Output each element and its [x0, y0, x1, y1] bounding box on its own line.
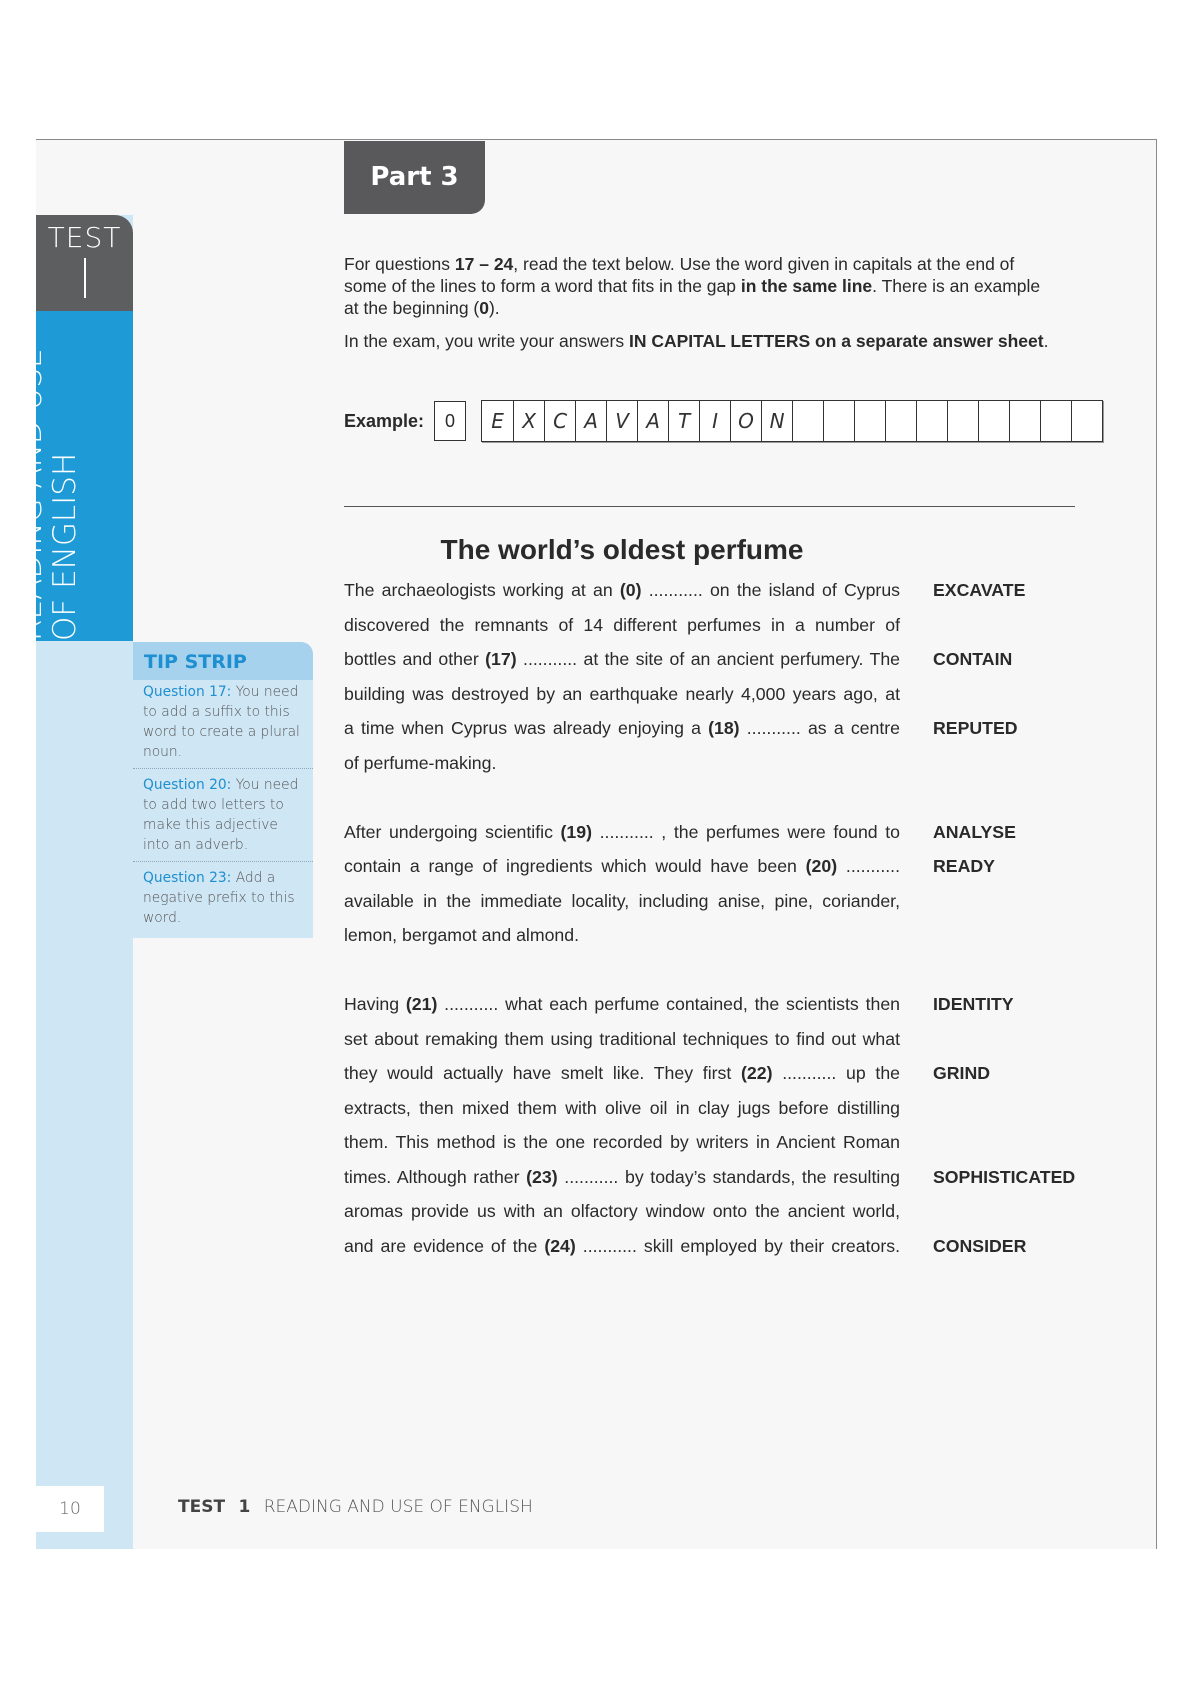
text-segment: ........... [837, 856, 900, 876]
tip-separator [133, 861, 313, 862]
tip-item [143, 682, 308, 762]
example-answer-boxes [481, 400, 1103, 442]
text-line [344, 890, 900, 912]
text-segment: discovered the remnants of 14 different perfumes in a number of [344, 615, 900, 635]
gap-number: (19) [560, 822, 593, 842]
text-line [344, 683, 900, 705]
text-line [344, 752, 900, 774]
example-letter-box [978, 401, 1009, 441]
example-letter-box [823, 401, 854, 441]
text-line [344, 924, 900, 946]
example-number-box: 0 [434, 401, 466, 441]
text-line [344, 1131, 900, 1153]
text-segment: ........... , the perfumes were found to [592, 822, 900, 842]
text-line [344, 1235, 900, 1257]
tip-text: You need to add two letters to make this adjective into an adverb. [143, 777, 299, 853]
stem-word: GRIND [933, 1063, 990, 1083]
text-line [344, 821, 900, 843]
stem-word: ANALYSE [933, 822, 1016, 842]
stem-word: SOPHISTICATED [933, 1167, 1076, 1187]
instr-range: 17 – 24 [454, 254, 514, 274]
example-row [344, 399, 1103, 443]
example-letter-box: E [491, 409, 504, 433]
example-letter-box: A [637, 401, 668, 441]
instructions [344, 253, 1050, 363]
example-letter-box: C [544, 401, 575, 441]
stem-word: REPUTED [933, 718, 1018, 738]
tip-item [143, 868, 308, 928]
text-line [344, 1097, 900, 1119]
text-segment: extracts, then mixed them with olive oil in clay jugs before distilling [344, 1098, 900, 1118]
tip-text: Add a negative prefix to this word. [143, 870, 295, 926]
text-line [344, 1166, 900, 1188]
example-letter-box: O [730, 401, 761, 441]
text-line [344, 1200, 900, 1222]
test-number-bar [84, 258, 86, 298]
text-segment: set about remaking them using traditional techniques to find out what [344, 1029, 900, 1049]
instr-bold: in the same line [740, 276, 873, 296]
instr-text: For questions [344, 254, 455, 274]
text-segment: bottles and other [344, 649, 486, 669]
gap-number: (20) [805, 856, 838, 876]
text-segment: ........... skill employed by their creators. [575, 1236, 900, 1256]
text-segment: ........... as a centre [739, 718, 900, 738]
tip-strip-header: TIP STRIP [133, 642, 313, 680]
tip-question: Question 17: [143, 684, 232, 700]
text-line [344, 614, 900, 636]
section-title-line2: OF ENGLISH [47, 452, 83, 641]
section-title-line1: READING AND USE [13, 348, 49, 641]
example-letter-box [1009, 401, 1040, 441]
text-segment: of perfume-making. [344, 753, 497, 773]
example-letter-box: I [699, 401, 730, 441]
example-letter-box: X [513, 401, 544, 441]
stem-word: CONTAIN [933, 649, 1013, 669]
text-segment: ........... what each perfume contained, the scientists then [437, 994, 900, 1014]
text-segment: ........... by today’s standards, the resulting [557, 1167, 900, 1187]
text-segment: contain a range of ingredients which would have been [344, 856, 806, 876]
gap-number: (21) [405, 994, 438, 1014]
example-letter-box [854, 401, 885, 441]
footer [178, 1497, 533, 1517]
text-segment: Having [344, 994, 406, 1014]
text-line [344, 579, 900, 601]
text-line [344, 855, 900, 877]
example-letter-box: V [606, 401, 637, 441]
text-segment: ........... on the island of Cyprus [641, 580, 900, 600]
test-tab [36, 215, 133, 311]
example-letter-box [916, 401, 947, 441]
tip-question: Question 23: [143, 870, 232, 886]
example-letter-box [947, 401, 978, 441]
instr-text: , read the text below. Use the word given in capitals at the end of some of the lines to form a word that fits in the gap [344, 254, 1015, 296]
text-segment: times. Although rather [344, 1167, 527, 1187]
text-segment: they would actually have smelt like. They first [344, 1063, 742, 1083]
text-segment: ........... up the [772, 1063, 900, 1083]
text-segment: The archaeologists working at an [344, 580, 620, 600]
section-title [14, 311, 82, 641]
instr-text: ). [488, 298, 500, 318]
instr-bold: IN CAPITAL LETTERS on a separate answer sheet [628, 331, 1044, 351]
text-segment: them. This method is the one recorded by writers in Ancient Roman [344, 1132, 900, 1152]
divider [344, 506, 1075, 507]
text-line [344, 717, 900, 739]
stem-word: EXCAVATE [933, 580, 1026, 600]
stem-word: IDENTITY [933, 994, 1014, 1014]
example-letter-box [885, 401, 916, 441]
instr-text: In the exam, you write your answers [344, 331, 629, 351]
page-number: 10 [36, 1486, 104, 1532]
instructions-p2 [344, 330, 1050, 352]
example-letter-box [792, 401, 823, 441]
text-line [344, 993, 900, 1015]
tip-item [143, 775, 308, 855]
text-segment: and are evidence of the [344, 1236, 545, 1256]
text-segment: available in the immediate locality, including anise, pine, coriander, [344, 891, 900, 911]
tip-question: Question 20: [143, 777, 232, 793]
text-segment: a time when Cyprus was already enjoying a [344, 718, 709, 738]
gap-number: (18) [708, 718, 740, 738]
gap-number: (17) [485, 649, 517, 669]
instr-zero: 0 [479, 298, 489, 318]
gap-number: (0) [619, 580, 642, 600]
footer-section: READING AND USE OF ENGLISH [263, 1497, 533, 1517]
instr-text: . [1043, 331, 1049, 351]
text-segment: After undergoing scientific [344, 822, 561, 842]
text-title: The world’s oldest perfume [440, 534, 804, 565]
example-letter-box [1071, 401, 1102, 441]
footer-test-number: 1 [238, 1497, 251, 1517]
text-line [344, 1062, 900, 1084]
instructions-p1 [344, 253, 1050, 319]
stem-word: CONSIDER [933, 1236, 1027, 1256]
tip-separator [133, 768, 313, 769]
test-label: TEST [47, 221, 122, 254]
example-letter-box: N [761, 401, 792, 441]
part-tab: Part 3 [344, 141, 485, 214]
text-segment: ........... at the site of an ancient perfumery. The [516, 649, 900, 669]
gap-number: (22) [741, 1063, 773, 1083]
example-letter-box [1040, 401, 1071, 441]
text-segment: aromas provide us with an olfactory window onto the ancient world, [344, 1201, 900, 1221]
example-label: Example: [344, 410, 425, 431]
example-letter-box: A [575, 401, 606, 441]
text-line [344, 1028, 900, 1050]
stem-word: READY [933, 856, 995, 876]
tip-text: You need to add a suffix to this word to create a plural noun. [143, 684, 300, 760]
gap-number: (24) [544, 1236, 576, 1256]
instr-text: . There is an example at the beginning ( [344, 276, 1041, 318]
footer-test: TEST [178, 1497, 226, 1517]
text-segment: lemon, bergamot and almond. [344, 925, 579, 945]
text-line [344, 648, 900, 670]
gap-number: (23) [526, 1167, 558, 1187]
text-segment: building was destroyed by an earthquake nearly 4,000 years ago, at [344, 684, 900, 704]
example-letter-box: T [668, 401, 699, 441]
